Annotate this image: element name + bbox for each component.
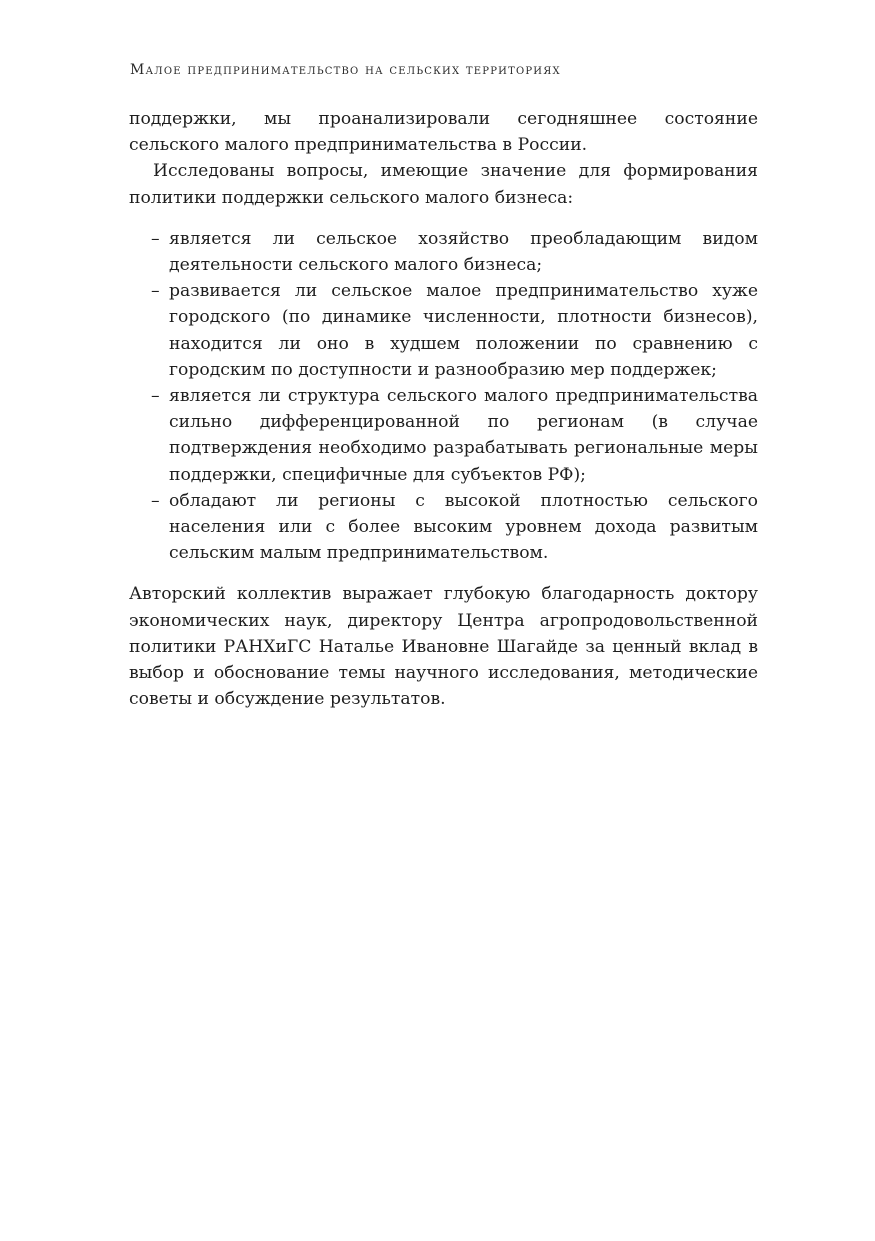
research-questions-list — [129, 226, 758, 567]
body-text — [129, 106, 758, 712]
paragraph-continuation: поддержки, мы проанализировали сегодняшнее состояние сельского малого предпринимательства в России. — [129, 109, 758, 156]
list-item-text: является ли сельское хозяйство преобладающим видом деятельности сельского малого бизнеса; — [169, 228, 758, 276]
list-dash: – — [151, 490, 160, 511]
paragraph-research-questions: Исследованы вопросы, имеющие значение для формирования политики поддержки сельского малого бизнеса: — [129, 161, 758, 208]
list-item-text: развивается ли сельское малое предпринимательство хуже городского (по динамике численности, плотности бизнесов), находится ли оно в худшем положении по сравнению с городским по доступности и разнообразию мер поддержек; — [169, 281, 758, 380]
list-item — [129, 488, 758, 567]
list-item — [129, 278, 758, 383]
list-dash: – — [151, 228, 160, 249]
list-item — [129, 226, 758, 278]
running-head: Малое предпринимательство на сельских территориях — [130, 62, 561, 78]
list-dash: – — [151, 386, 160, 407]
list-item — [129, 383, 758, 488]
list-item-text: является ли структура сельского малого предпринимательства сильно дифференцированной по регионам (в случае подтверждения необходимо разрабатывать региональные меры поддержки, специфичные для субъектов РФ); — [169, 386, 758, 485]
list-item-text: обладают ли регионы с высокой плотностью сельского населения или с более высоким уровнем дохода развитым сельским малым предпринимательством. — [169, 490, 758, 564]
acknowledgement-paragraph: Авторский коллектив выражает глубокую благодарность доктору экономических наук, директору Центра агропродовольственной политики РАНХиГС Наталье Ивановне Шагайде за ценный вклад в выбор и обоснование темы научного исследования, методические советы и обсуждение результатов. — [129, 584, 758, 710]
list-dash: – — [151, 281, 160, 302]
